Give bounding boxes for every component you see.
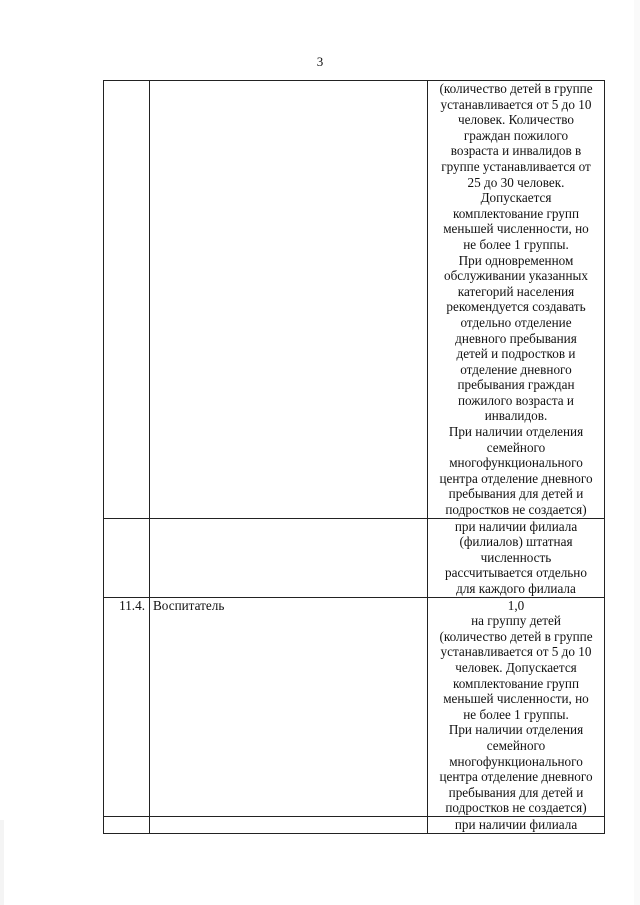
norm-line: возраста и инвалидов в — [450, 143, 582, 159]
norm-line: дневного пребывания — [455, 330, 577, 346]
norm-line: пребывания граждан — [457, 377, 575, 393]
norm-line: меньшей численности, но — [443, 691, 589, 707]
norm-line: семейного — [486, 737, 546, 753]
norm-line: подростков не создается) — [445, 800, 587, 816]
table-row — [104, 816, 605, 833]
norm-line: отделение дневного — [460, 361, 572, 377]
scan-edge — [634, 0, 640, 905]
norm-line: При одновременном — [458, 252, 574, 268]
norm-line: (филиалов) штатная — [459, 534, 573, 550]
norm-line: при наличии филиала — [454, 518, 578, 534]
norm-line: при наличии филиала — [454, 816, 578, 832]
norm-cell — [428, 81, 605, 519]
norm-cell — [428, 518, 605, 597]
norm-line: центра отделение дневного — [439, 470, 593, 486]
norm-line: многофункционального — [449, 753, 583, 769]
staffing-table — [103, 80, 605, 834]
norm-line: рекомендуется создавать — [446, 299, 586, 315]
norm-line: меньшей численности, но — [443, 221, 589, 237]
norm-line: детей и подростков и — [456, 346, 576, 362]
page-number: 3 — [316, 54, 324, 69]
norm-line: не более 1 группы. — [463, 236, 569, 252]
norm-line: центра отделение дневного — [439, 769, 593, 785]
norm-line: человек. Допускается — [455, 659, 577, 675]
norm-line: обслуживании указанных — [444, 268, 588, 284]
norm-line: При наличии отделения — [448, 424, 584, 440]
norm-line: 25 до 30 человек. — [467, 174, 565, 190]
norm-line: для каждого филиала — [456, 581, 576, 596]
scan-edge-left — [0, 820, 4, 905]
norm-line: группе устанавливается от — [441, 158, 591, 174]
table-row — [104, 518, 605, 597]
row-number-cell — [104, 816, 150, 833]
norm-line: инвалидов. — [484, 408, 548, 424]
norm-line: комплектование групп — [452, 205, 580, 221]
norm-line: численность — [480, 549, 552, 565]
norm-line: комплектование групп — [452, 675, 580, 691]
norm-line: пожилого возраста и — [457, 392, 574, 408]
norm-line: устанавливается от 5 до 10 — [440, 644, 592, 660]
norm-line: рассчитывается отдельно — [445, 565, 587, 581]
norm-cell — [428, 597, 605, 816]
row-number-cell — [104, 518, 150, 597]
row-number-cell — [104, 81, 150, 519]
norm-line: подростков не создается) — [445, 502, 587, 518]
norm-line: семейного — [486, 439, 546, 455]
norm-line: устанавливается от 5 до 10 — [440, 96, 592, 112]
norm-line: (количество детей в группе — [439, 81, 593, 96]
position-title-cell — [150, 816, 428, 833]
norm-line: При наличии отделения — [448, 722, 584, 738]
norm-line: отдельно отделение — [460, 314, 572, 330]
table-row — [104, 81, 605, 519]
position-title-cell — [150, 81, 428, 519]
norm-line: многофункционального — [449, 455, 583, 471]
norm-line: Допускается — [480, 190, 552, 206]
norm-line: на группу детей — [471, 613, 561, 629]
norm-line: человек. Количество — [457, 112, 575, 128]
table-row — [104, 597, 605, 816]
norm-cell — [428, 816, 605, 833]
position-title-cell: Воспитатель — [150, 597, 428, 816]
table-body — [104, 81, 605, 834]
norm-line: граждан пожилого — [463, 127, 569, 143]
norm-line: не более 1 группы. — [463, 706, 569, 722]
norm-line: категорий населения — [457, 283, 575, 299]
norm-line: пребывания для детей и — [448, 784, 584, 800]
norm-line: пребывания для детей и — [448, 486, 584, 502]
norm-line: 1,0 — [507, 597, 525, 613]
position-title-cell — [150, 518, 428, 597]
norm-line: (количество детей в группе — [439, 628, 593, 644]
row-number-cell: 11.4. — [104, 597, 150, 816]
